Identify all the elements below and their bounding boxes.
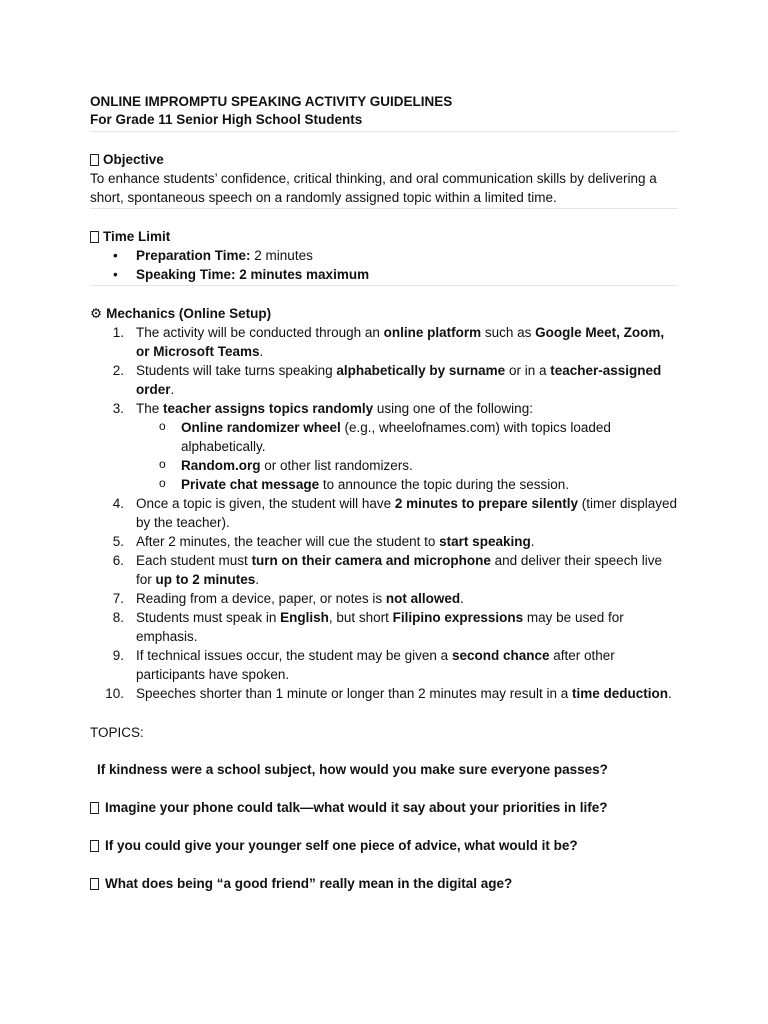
topic-item bbox=[90, 798, 678, 817]
objective-heading-text: Objective bbox=[103, 152, 164, 167]
sub-list-item bbox=[90, 475, 678, 494]
list-item bbox=[90, 589, 678, 608]
list-item bbox=[90, 361, 678, 399]
list-item bbox=[90, 494, 678, 532]
bullet-icon: • bbox=[113, 267, 118, 282]
emphasis-text: time deduction bbox=[572, 686, 669, 701]
missing-glyph-icon bbox=[90, 840, 99, 852]
mechanics-heading bbox=[90, 304, 678, 323]
emphasis-text: Google Meet, Zoom, or Microsoft Teams bbox=[136, 325, 665, 359]
emphasis-text: turn on their camera and microphone bbox=[251, 553, 491, 568]
list-item bbox=[90, 265, 678, 284]
body-text: . bbox=[259, 344, 264, 359]
topics-label: TOPICS: bbox=[90, 725, 144, 740]
sub-list-item bbox=[90, 456, 678, 475]
sub-list-item bbox=[90, 418, 678, 456]
emphasis-text: alphabetically by surname bbox=[336, 363, 506, 378]
body-text: Students must speak in bbox=[136, 610, 281, 625]
emphasis-text: start speaking bbox=[439, 534, 531, 549]
topic-text: What does being “a good friend” really mean in the digital age? bbox=[105, 876, 513, 891]
list-number: 4. bbox=[112, 496, 124, 511]
body-text: (e.g., wheelofnames.com) with topics loaded alphabetically. bbox=[181, 420, 611, 454]
emphasis-text: Random.org bbox=[181, 458, 261, 473]
body-text: to announce the topic during the session. bbox=[319, 477, 570, 492]
list-item bbox=[90, 532, 678, 551]
emphasis-text: up to 2 minutes bbox=[155, 572, 256, 587]
list-item bbox=[90, 646, 678, 684]
mechanics-heading-text: Mechanics (Online Setup) bbox=[106, 306, 272, 321]
emphasis-text: online platform bbox=[383, 325, 482, 340]
body-text: If technical issues occur, the student may be given a bbox=[136, 648, 452, 663]
document-title: ONLINE IMPROMPTU SPEAKING ACTIVITY GUIDELINES bbox=[90, 94, 453, 109]
body-text: . bbox=[530, 534, 535, 549]
gear-icon: ⚙ bbox=[90, 306, 103, 321]
time-limit-list bbox=[90, 246, 678, 284]
list-number: 2. bbox=[112, 363, 124, 378]
list-item bbox=[90, 399, 678, 494]
list-number: 6. bbox=[112, 553, 124, 568]
missing-glyph-icon bbox=[90, 154, 99, 166]
body-text: , but short bbox=[328, 610, 393, 625]
time-label: Preparation Time: bbox=[136, 248, 251, 263]
body-text: . bbox=[668, 686, 672, 701]
body-text: (timer displayed by the teacher). bbox=[136, 496, 678, 530]
emphasis-text: not allowed bbox=[385, 591, 461, 606]
missing-glyph-icon bbox=[90, 231, 99, 243]
body-text: Once a topic is given, the student will have bbox=[136, 496, 395, 511]
list-number: 3. bbox=[112, 401, 124, 416]
emphasis-text: Filipino expressions bbox=[392, 610, 524, 625]
topic-item bbox=[90, 760, 678, 779]
emphasis-text: teacher assigns topics randomly bbox=[163, 401, 374, 416]
document-subtitle: For Grade 11 Senior High School Students bbox=[90, 112, 363, 127]
body-text: may be used for emphasis. bbox=[136, 610, 624, 644]
list-item bbox=[90, 246, 678, 265]
body-text: Each student must bbox=[136, 553, 252, 568]
topic-text: If you could give your younger self one piece of advice, what would it be? bbox=[105, 838, 578, 853]
section-divider bbox=[90, 131, 678, 132]
emphasis-text: second chance bbox=[451, 648, 550, 663]
time-value: 2 minutes bbox=[250, 248, 313, 263]
list-item bbox=[90, 608, 678, 646]
body-text: The activity will be conducted through an bbox=[136, 325, 384, 340]
topic-text: Imagine your phone could talk—what would it say about your priorities in life? bbox=[105, 800, 608, 815]
list-number: 1. bbox=[112, 325, 124, 340]
mechanics-list bbox=[90, 323, 678, 703]
body-text: Students will take turns speaking bbox=[136, 363, 337, 378]
section-divider bbox=[90, 285, 678, 286]
body-text: or other list randomizers. bbox=[260, 458, 413, 473]
document-body bbox=[90, 93, 678, 893]
emphasis-text: teacher-assigned order bbox=[136, 363, 662, 397]
body-text: The bbox=[136, 401, 164, 416]
missing-glyph-icon bbox=[90, 802, 99, 814]
body-text: after other participants have spoken. bbox=[136, 648, 615, 682]
section-divider bbox=[90, 208, 678, 209]
time-limit-heading bbox=[90, 227, 678, 246]
list-item bbox=[90, 684, 678, 703]
list-item bbox=[90, 551, 678, 589]
body-text: Speeches shorter than 1 minute or longer than 2 minutes may result in a bbox=[136, 686, 572, 701]
sub-list bbox=[136, 418, 678, 494]
body-text: or in a bbox=[505, 363, 551, 378]
body-text: Reading from a device, paper, or notes is bbox=[136, 591, 386, 606]
list-number: 7. bbox=[112, 591, 124, 606]
time-limit-heading-text: Time Limit bbox=[103, 229, 171, 244]
list-item bbox=[90, 323, 678, 361]
missing-glyph-icon bbox=[90, 878, 99, 890]
topic-text: If kindness were a school subject, how would you make sure everyone passes? bbox=[97, 762, 608, 777]
body-text: . bbox=[170, 382, 175, 397]
list-number: 8. bbox=[112, 610, 124, 625]
time-label: Speaking Time: 2 minutes maximum bbox=[136, 267, 370, 282]
body-text: such as bbox=[481, 325, 536, 340]
topic-item bbox=[90, 874, 678, 893]
emphasis-text: English bbox=[280, 610, 329, 625]
list-number: 5. bbox=[112, 534, 124, 549]
bullet-icon: • bbox=[113, 248, 118, 263]
circle-bullet-icon: o bbox=[159, 419, 166, 433]
list-number: 9. bbox=[112, 648, 124, 663]
objective-text: To enhance students’ confidence, critical thinking, and oral communication skills by delivering a short, spontaneous speech on a randomly assigned topic within a limited time. bbox=[90, 171, 657, 205]
body-text: using one of the following: bbox=[373, 401, 533, 416]
circle-bullet-icon: o bbox=[159, 476, 166, 490]
emphasis-text: Private chat message bbox=[181, 477, 320, 492]
body-text: After 2 minutes, the teacher will cue the student to bbox=[136, 534, 440, 549]
emphasis-text: 2 minutes to prepare silently bbox=[394, 496, 578, 511]
body-text: . bbox=[460, 591, 464, 606]
topic-item bbox=[90, 836, 678, 855]
emphasis-text: Online randomizer wheel bbox=[181, 420, 341, 435]
list-number: 10. bbox=[105, 686, 124, 701]
circle-bullet-icon: o bbox=[159, 457, 166, 471]
body-text: and deliver their speech live for bbox=[136, 553, 662, 587]
body-text: . bbox=[255, 572, 260, 587]
objective-heading bbox=[90, 150, 678, 169]
